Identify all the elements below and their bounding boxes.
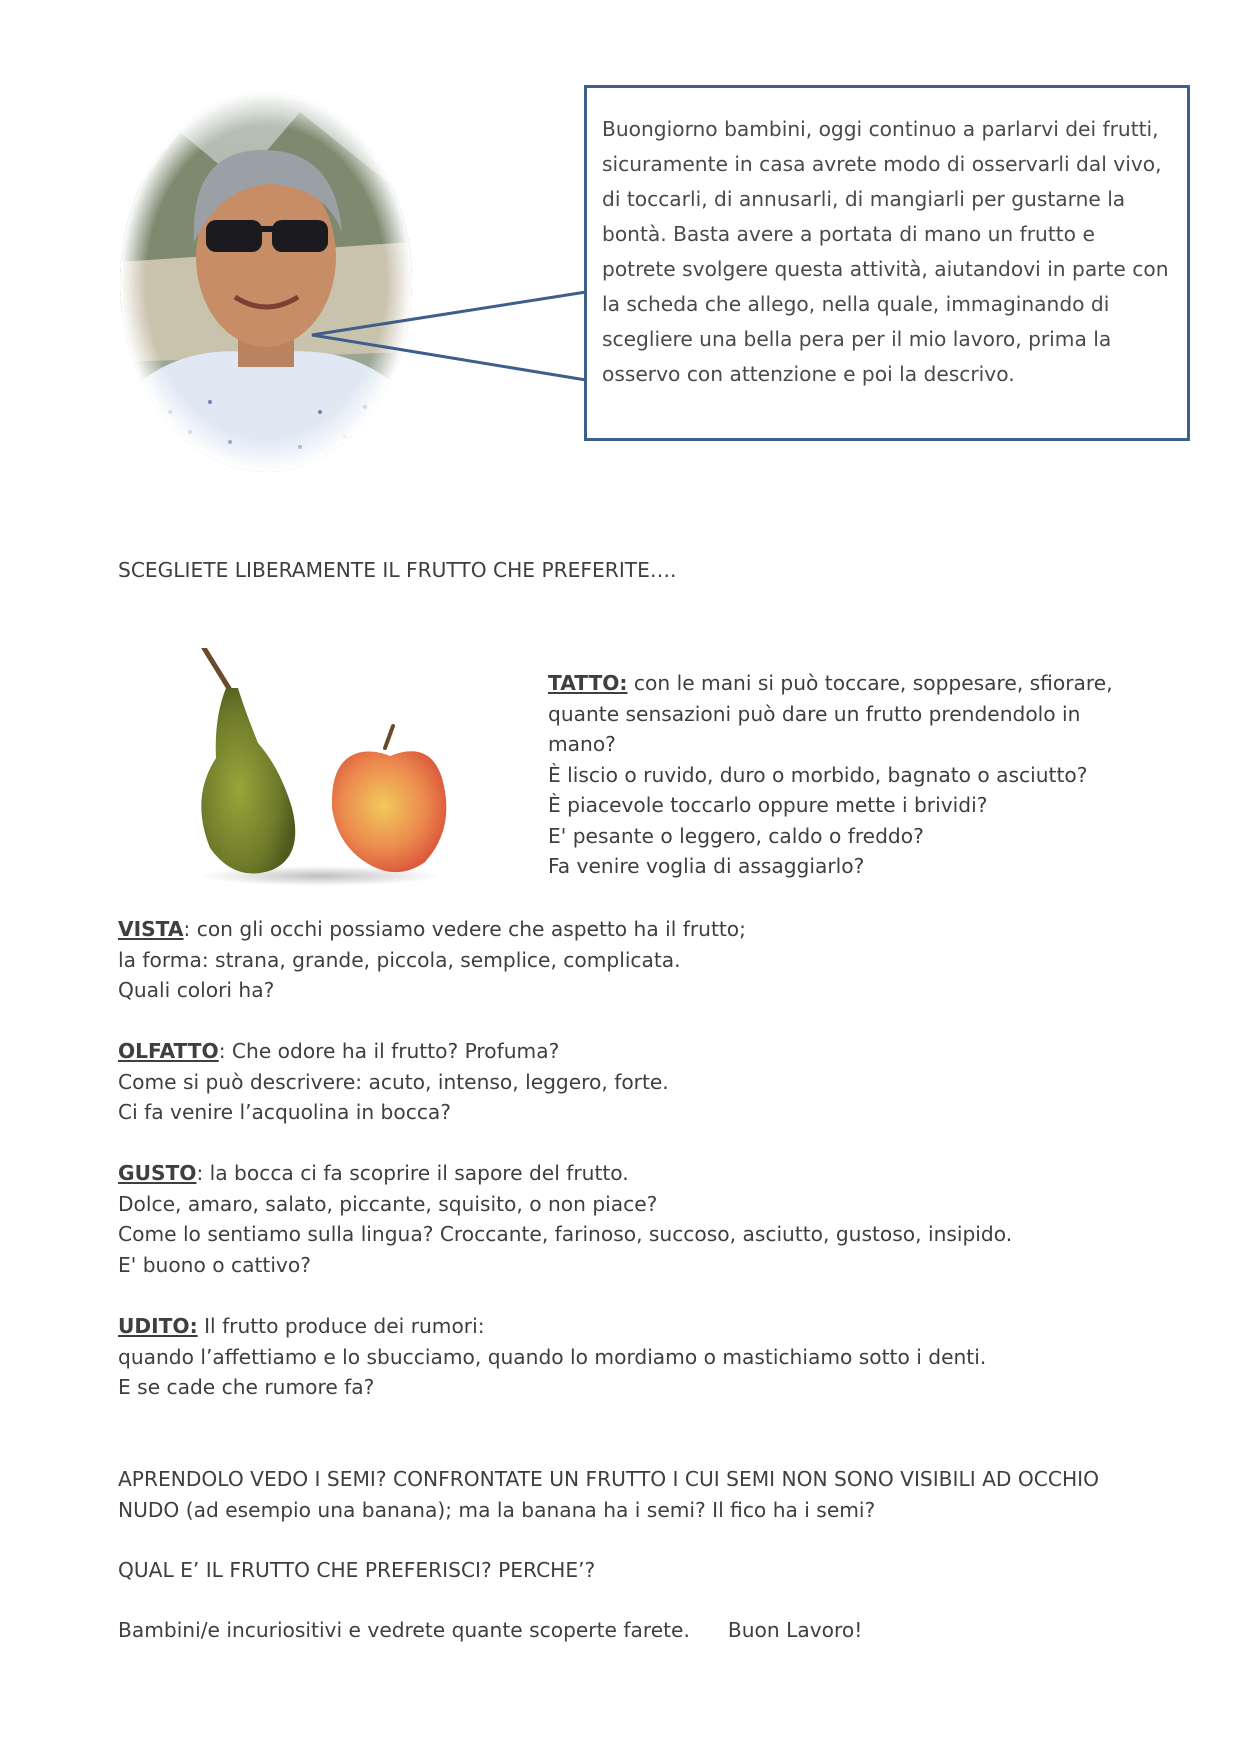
text-line: mano?	[548, 732, 616, 756]
text-line: E' buono o cattivo?	[118, 1252, 311, 1277]
sense-text: : con gli occhi possiamo vedere che aspetto ha il frutto;	[183, 917, 746, 941]
intro-text	[602, 112, 1180, 392]
text-line: Quali colori ha?	[118, 978, 275, 1002]
intro-line: osservo con attenzione e poi la descrivo.	[602, 362, 1015, 386]
sense-tatto	[548, 668, 1168, 882]
text-line: È piacevole toccarlo oppure mette i brividi?	[548, 793, 988, 817]
closing-line	[118, 1615, 862, 1646]
text-line: Fa venire voglia di assaggiarlo?	[548, 854, 865, 878]
text-line: Dolce, amaro, salato, piccante, squisito, o non piace?	[118, 1191, 658, 1216]
sense-udito	[118, 1311, 1178, 1403]
sense-label: VISTA	[118, 917, 184, 941]
sense-label: TATTO:	[548, 671, 628, 695]
intro-line: di toccarli, di annusarli, di mangiarli per gustarne la	[602, 187, 1126, 211]
signoff-text: Buon Lavoro!	[727, 1618, 863, 1642]
sense-label: UDITO:	[118, 1314, 198, 1338]
seeds-question	[118, 1464, 1198, 1525]
text-line: la forma: strana, grande, piccola, semplice, complicata.	[118, 947, 681, 972]
text-line: quante sensazioni può dare un frutto prendendolo in	[548, 701, 1081, 726]
intro-line: scegliere una bella pera per il mio lavoro, prima la	[602, 327, 1112, 351]
sense-text: Il frutto produce dei rumori:	[197, 1314, 485, 1338]
favourite-question: QUAL E’ IL FRUTTO CHE PREFERISCI? PERCHE’?	[118, 1558, 596, 1582]
sense-label: OLFATTO	[118, 1039, 219, 1063]
sense-vista	[118, 914, 1178, 1006]
intro-line: sicuramente in casa avrete modo di osservarli dal vivo,	[602, 152, 1162, 176]
text-line: Come lo sentiamo sulla lingua? Croccante, farinoso, succoso, asciutto, gustoso, insipido.	[118, 1222, 1013, 1246]
teacher-portrait	[120, 92, 412, 472]
text-line: E se cade che rumore fa?	[118, 1375, 375, 1399]
sense-olfatto	[118, 1036, 1178, 1128]
sense-text: : Che odore ha il frutto? Profuma?	[218, 1039, 560, 1063]
text-line: APRENDOLO VEDO I SEMI? CONFRONTATE UN FRUTTO I CUI SEMI NON SONO VISIBILI AD OCCHIO	[118, 1467, 1099, 1491]
text-line: Ci fa venire l’acquolina in bocca?	[118, 1100, 452, 1124]
intro-line: Buongiorno bambini, oggi continuo a parlarvi dei frutti,	[602, 117, 1159, 141]
intro-line: potrete svolgere questa attività, aiutandovi in parte con	[602, 257, 1169, 281]
intro-line: la scheda che allego, nella quale, immaginando di	[602, 292, 1110, 316]
sense-label: GUSTO	[118, 1161, 197, 1185]
text-line: E' pesante o leggero, caldo o freddo?	[548, 823, 924, 848]
choose-heading: SCEGLIETE LIBERAMENTE IL FRUTTO CHE PREFERITE….	[118, 558, 677, 582]
sense-gusto	[118, 1158, 1178, 1280]
sense-text: con le mani si può toccare, soppesare, sfiorare,	[627, 671, 1113, 695]
intro-line: bontà. Basta avere a portata di mano un frutto e	[602, 222, 1095, 246]
text-line: NUDO (ad esempio una banana); ma la banana ha i semi? Il fico ha i semi?	[118, 1497, 876, 1522]
text-line: quando l’affettiamo e lo sbucciamo, quando lo mordiamo o mastichiamo sotto i denti.	[118, 1344, 987, 1369]
sense-text: : la bocca ci fa scoprire il sapore del frutto.	[196, 1161, 629, 1185]
text-line: È liscio o ruvido, duro o morbido, bagnato o asciutto?	[548, 762, 1088, 787]
closing-text: Bambini/e incuriositivi e vedrete quante scoperte farete.	[118, 1618, 690, 1642]
text-line: Come si può descrivere: acuto, intenso, leggero, forte.	[118, 1069, 669, 1094]
pear-apple-illustration	[180, 648, 470, 888]
